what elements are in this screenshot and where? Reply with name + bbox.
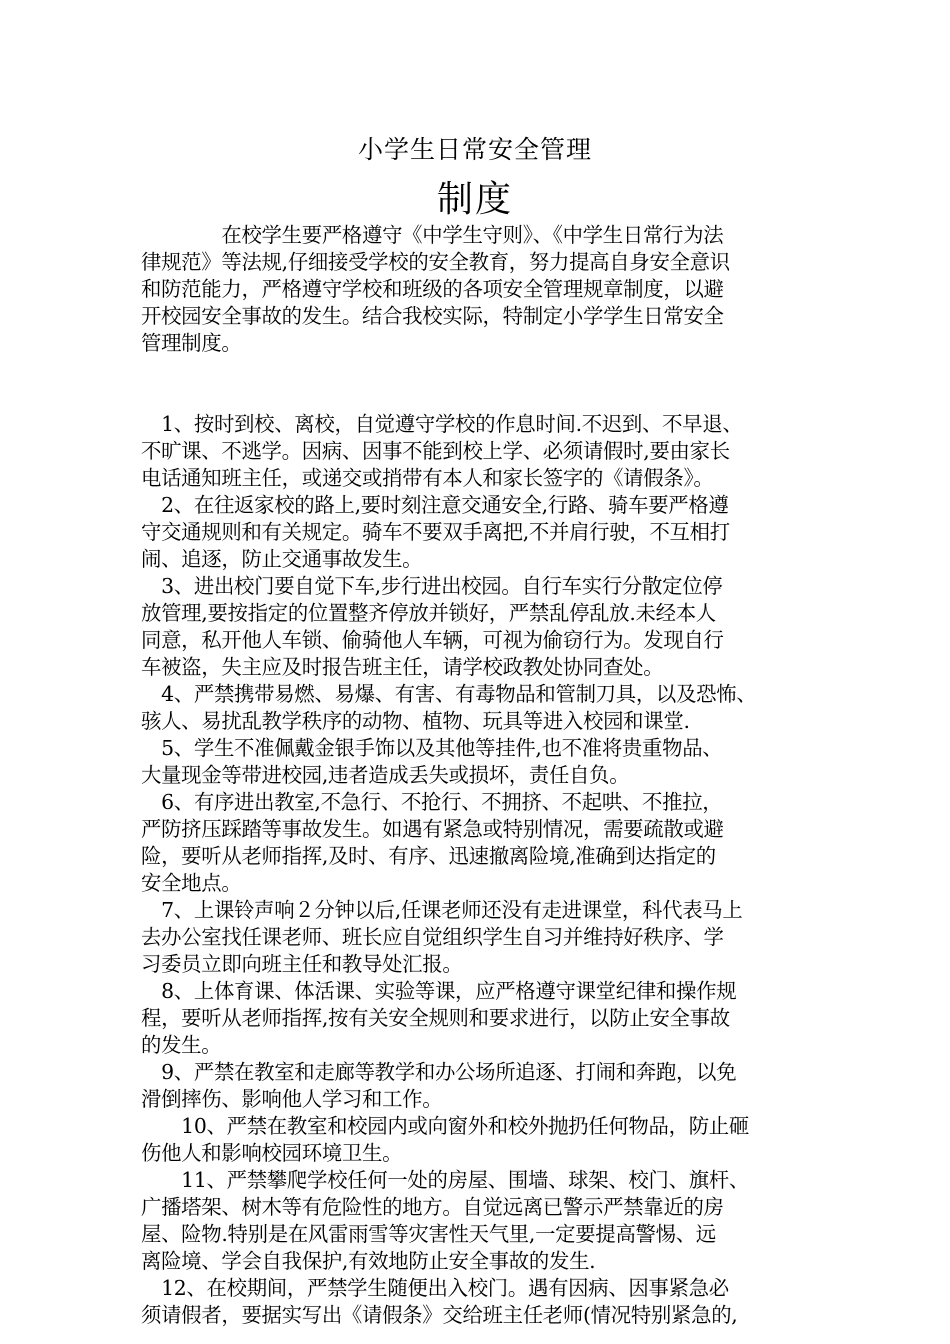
text-line: 9、严禁在教室和走廊等教学和办公场所追逐、打闹和奔跑，以免 <box>141 1060 737 1084</box>
text-line: 3、进出校门要自觉下车,步行进出校园。自行车实行分散定位停 <box>141 574 723 598</box>
text-line: 电话通知班主任，或递交或捎带有本人和家长签字的《请假条》。 <box>141 466 714 490</box>
text-line: 6、有序进出教室,不急行、不抢行、不拥挤、不起哄、不推拉， <box>141 790 723 814</box>
text-line: 不旷课、不逃学。因病、因事不能到校上学、必须请假时,要由家长 <box>141 439 730 463</box>
text-line: 屋、险物.特别是在风雷雨雪等灾害性天气里,一定要提高警惕、远 <box>141 1222 716 1246</box>
text-line: 1、按时到校、离校，自觉遵守学校的作息时间.不迟到、不早退、 <box>141 412 743 436</box>
blank-line <box>141 357 821 384</box>
text-line: 离险境、学会自我保护,有效地防止安全事故的发生. <box>141 1249 596 1273</box>
text-line: 的发生。 <box>141 1033 222 1057</box>
text-line: 车被盗，失主应及时报告班主任，请学校政教处协同查处。 <box>141 655 664 679</box>
text-line: 闹、追逐，防止交通事故发生。 <box>141 547 423 571</box>
text-line: 守交通规则和有关规定。骑车不要双手离把,不并肩行驶，不互相打 <box>141 520 730 544</box>
text-line: 程，要听从老师指挥,按有关安全规则和要求进行，以防止安全事故 <box>141 1006 730 1030</box>
text-line: 8、上体育课、体活课、实验等课，应严格遵守课堂纪律和操作规 <box>141 979 737 1003</box>
text-line: 10、严禁在教室和校园内或向窗外和校外抛扔任何物品，防止砸 <box>141 1114 749 1138</box>
text-line: 放管理,要按指定的位置整齐停放并锁好，严禁乱停乱放.未经本人 <box>141 601 716 625</box>
text-line: 5、学生不准佩戴金银手饰以及其他等挂件,也不准将贵重物品、 <box>141 736 723 760</box>
text-line: 大量现金等带进校园,违者造成丢失或损坏，责任自负。 <box>141 763 630 787</box>
text-line: 开校园安全事故的发生。结合我校实际，特制定小学学生日常安全 <box>141 304 724 328</box>
text-line: 险，要听从老师指挥,及时、有序、迅速撤离险境,准确到达指定的 <box>141 844 716 868</box>
text-line: 伤他人和影响校园环境卫生。 <box>141 1141 403 1165</box>
text-line: 4、严禁携带易燃、易爆、有害、有毒物品和管制刀具，以及恐怖、 <box>141 682 757 706</box>
text-line: 滑倒摔伤、影响他人学习和工作。 <box>141 1087 443 1111</box>
text-line: 习委员立即向班主任和教导处汇报。 <box>141 952 463 976</box>
blank-line <box>141 384 821 411</box>
text-line: 去办公室找任课老师、班长应自觉组织学生自习并维持好秩序、学 <box>141 925 724 949</box>
document-body <box>141 222 821 1329</box>
text-line: 2、在往返家校的路上,要时刻注意交通安全,行路、骑车要严格遵 <box>141 493 729 517</box>
text-line: 7、上课铃声响２分钟以后,任课老师还没有走进课堂，科代表马上 <box>141 898 743 922</box>
document-title: 小学生日常安全管理 <box>357 135 592 164</box>
text-line: 12、在校期间，严禁学生随便出入校门。遇有因病、因事紧急必 <box>141 1276 729 1300</box>
text-line: 管理制度。 <box>141 331 242 355</box>
text-line: 在校学生要严格遵守《中学生守则》、《中学生日常行为法 <box>141 223 724 247</box>
text-line: 严防挤压踩踏等事故发生。如遇有紧急或特别情况，需要疏散或避 <box>141 817 724 841</box>
text-line: 11、严禁攀爬学校任何一处的房屋、围墙、球架、校门、旗杆、 <box>141 1168 749 1192</box>
document-title-continued: 制度 <box>436 179 513 220</box>
text-line: 安全地点。 <box>141 871 242 895</box>
text-line: 须请假者，要据实写出《请假条》交给班主任老师(情况特别紧急的, <box>141 1303 738 1327</box>
text-line: 骇人、易扰乱教学秩序的动物、植物、玩具等进入校园和课堂. <box>141 709 690 733</box>
text-line: 同意，私开他人车锁、偷骑他人车辆，可视为偷窃行为。发现自行 <box>141 628 724 652</box>
text-line: 律规范》等法规,仔细接受学校的安全教育，努力提高自身安全意识 <box>141 250 730 274</box>
text-line: 和防范能力，严格遵守学校和班级的各项安全管理规章制度，以避 <box>141 277 724 301</box>
text-line: 广播塔架、树木等有危险性的地方。自觉远离已警示严禁靠近的房 <box>141 1195 724 1219</box>
